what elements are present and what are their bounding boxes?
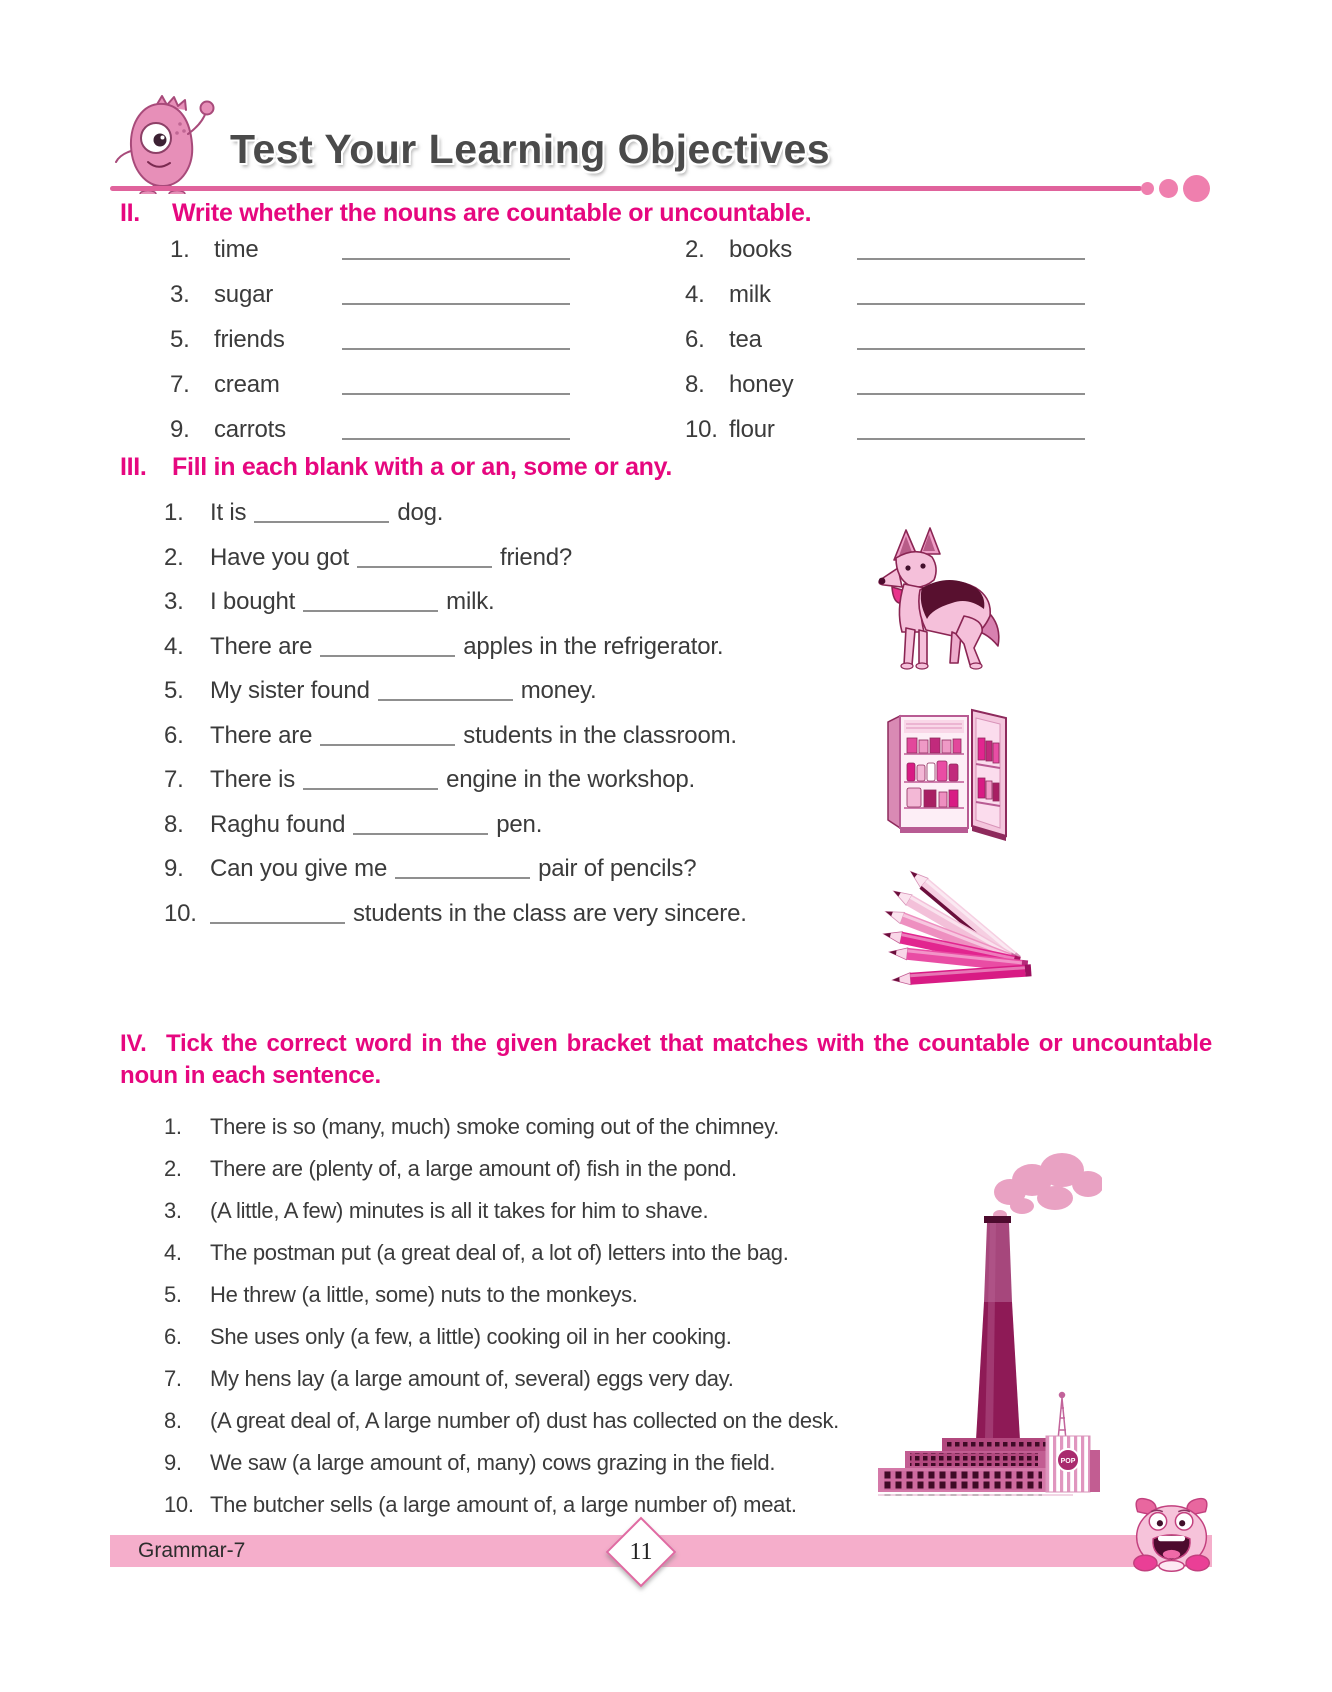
sentence-item — [156, 1112, 926, 1142]
sentence-text: (A little, A few) minutes is all it takes for him to shave. — [210, 1198, 709, 1223]
list-item — [671, 371, 1214, 416]
item-number: 2. — [685, 236, 705, 263]
answer-blank-line — [395, 877, 530, 879]
item-number: 3. — [164, 588, 184, 615]
sentence-after: pair of pencils? — [538, 855, 697, 882]
item-number: 6. — [164, 721, 184, 749]
sentence-text: There is so (many, much) smoke coming out of the chimney. — [210, 1114, 779, 1139]
sentence-item — [156, 1196, 926, 1226]
item-number: 9. — [170, 416, 190, 443]
sentence-item — [156, 899, 900, 929]
noun-word: honey — [729, 371, 794, 398]
section-number: IV. — [120, 1030, 147, 1057]
factory-badge-text: POP — [1060, 1458, 1076, 1465]
sentence-text: My hens lay (a large amount of, several) eggs very day. — [210, 1366, 734, 1391]
noun-word: flour — [729, 416, 775, 443]
answer-blank-line — [342, 393, 570, 395]
section-countable-uncountable — [120, 198, 1214, 461]
noun-word: time — [214, 236, 259, 263]
pink-monster-waving-icon — [103, 94, 225, 194]
sentence-after: students in the classroom. — [463, 721, 737, 749]
item-number: 8. — [685, 371, 705, 398]
sentence-item — [156, 1406, 926, 1436]
factory-chimney-smoke-illustration — [850, 1140, 1102, 1496]
item-number: 6. — [685, 326, 705, 353]
answer-blank-line — [303, 610, 438, 612]
item-number: 3. — [164, 1198, 182, 1223]
item-number: 10. — [164, 899, 197, 927]
answer-blank-line — [320, 744, 455, 746]
page-title: Test Your Learning Objectives — [230, 126, 831, 172]
section-heading — [120, 198, 1214, 228]
sentence-before: My sister found — [210, 677, 370, 704]
noun-word: tea — [729, 326, 762, 353]
item-number: 10. — [164, 1492, 194, 1517]
answer-blank-line — [342, 303, 570, 305]
sentence-list — [156, 1112, 926, 1520]
smoke-cloud — [993, 1153, 1102, 1220]
sentence-item — [156, 632, 900, 662]
item-number: 7. — [170, 371, 190, 398]
sentence-item — [156, 810, 900, 840]
sentence-before: There are — [210, 721, 313, 749]
list-item — [156, 371, 671, 416]
sentence-item — [156, 587, 900, 617]
sentence-item — [156, 676, 900, 706]
answer-blank-line — [857, 348, 1085, 350]
sentence-text: We saw (a large amount of, many) cows grazing in the field. — [210, 1450, 776, 1475]
sentence-text: He threw (a little, some) nuts to the monkeys. — [210, 1282, 638, 1307]
answer-blank-line — [857, 393, 1085, 395]
item-number: 4. — [685, 281, 705, 308]
german-shepherd-dog-illustration — [868, 524, 1020, 676]
sentence-item — [156, 765, 900, 795]
sentence-text: The postman put (a great deal of, a lot of) letters into the bag. — [210, 1240, 789, 1265]
sentence-list — [156, 498, 900, 929]
noun-word: sugar — [214, 281, 274, 308]
answer-blank-line — [254, 521, 389, 523]
fanned-pencils-illustration — [872, 853, 1057, 993]
antenna-tower — [1058, 1393, 1066, 1441]
open-refrigerator-illustration — [880, 708, 1018, 848]
noun-word: friends — [214, 326, 285, 353]
sentence-item — [156, 543, 900, 573]
section-heading-text: Write whether the nouns are countable or uncountable. — [172, 199, 812, 227]
item-number: 5. — [164, 677, 184, 704]
item-number: 1. — [170, 236, 190, 263]
sentence-item — [156, 721, 900, 751]
sentence-text: There are (plenty of, a large amount of) fish in the pond. — [210, 1156, 737, 1181]
noun-list — [156, 236, 1214, 461]
sentence-item — [156, 1322, 926, 1352]
section-number: II. — [120, 199, 140, 227]
answer-blank-line — [857, 303, 1085, 305]
answer-blank-line — [857, 438, 1085, 440]
list-item — [671, 326, 1214, 371]
item-number: 1. — [164, 499, 184, 526]
pink-bulldog-monster-crying-icon — [1126, 1492, 1218, 1572]
sentence-before: Have you got — [210, 543, 350, 571]
answer-blank-line — [303, 788, 438, 790]
sentence-text: The butcher sells (a large amount of, a large number of) meat. — [210, 1492, 797, 1517]
section-heading-text: Tick the correct word in the given bracket that matches with the countable or uncountable noun in each sentence. — [120, 1030, 1212, 1089]
noun-word: cream — [214, 371, 280, 398]
sentence-before: It is — [210, 499, 247, 526]
item-number: 5. — [164, 1282, 182, 1307]
sentence-after: students in the class are very sincere. — [353, 899, 747, 927]
sentence-after: apples in the refrigerator. — [463, 632, 724, 660]
answer-blank-line — [342, 258, 570, 260]
answer-blank-line — [320, 655, 455, 657]
section-heading-text: Fill in each blank with a or an, some or any. — [172, 453, 673, 481]
item-number: 3. — [170, 281, 190, 308]
list-item — [156, 236, 671, 281]
item-number: 2. — [164, 1156, 182, 1181]
sentence-after: pen. — [496, 810, 543, 838]
noun-word: milk — [729, 281, 771, 308]
item-number: 7. — [164, 1366, 182, 1391]
item-number: 9. — [164, 1450, 182, 1475]
item-number: 10. — [685, 416, 718, 443]
sentence-item — [156, 1238, 926, 1268]
item-number: 2. — [164, 543, 184, 571]
item-number: 7. — [164, 766, 184, 793]
item-number: 4. — [164, 632, 184, 660]
three-pink-dots-icon — [1159, 179, 1178, 198]
item-number: 1. — [164, 1114, 182, 1139]
sentence-after: engine in the workshop. — [446, 766, 696, 793]
sentence-before: Raghu found — [210, 810, 346, 838]
item-number: 5. — [170, 326, 190, 353]
answer-blank-line — [210, 922, 345, 924]
sentence-item — [156, 1154, 926, 1184]
noun-word: books — [729, 236, 793, 263]
answer-blank-line — [353, 833, 488, 835]
book-label: Grammar-7 — [138, 1539, 246, 1562]
list-item — [156, 326, 671, 371]
answer-blank-line — [857, 258, 1085, 260]
list-item — [156, 281, 671, 326]
answer-blank-line — [342, 438, 570, 440]
sentence-item — [156, 1490, 926, 1520]
three-pink-dots-icon — [1141, 182, 1154, 195]
section-heading — [120, 1028, 1212, 1092]
sentence-after: milk. — [446, 588, 495, 615]
header-divider-line — [110, 186, 1142, 191]
section-number: III. — [120, 453, 147, 481]
list-item — [671, 281, 1214, 326]
sentence-before: There are — [210, 632, 313, 660]
answer-blank-line — [342, 348, 570, 350]
sentence-item — [156, 854, 900, 884]
answer-blank-line — [378, 699, 513, 701]
sentence-item — [156, 1364, 926, 1394]
sentence-before: I bought — [210, 588, 296, 615]
item-number: 9. — [164, 855, 184, 882]
sentence-after: dog. — [397, 499, 444, 526]
sentence-text: (A great deal of, A large number of) dust has collected on the desk. — [210, 1408, 839, 1433]
sentence-text: She uses only (a few, a little) cooking oil in her cooking. — [210, 1324, 732, 1349]
item-number: 6. — [164, 1324, 182, 1349]
sentence-before: There is — [210, 766, 296, 793]
sentence-after: friend? — [500, 543, 573, 571]
sentence-before: Can you give me — [210, 855, 388, 882]
page-number: 11 — [629, 1539, 653, 1565]
item-number: 4. — [164, 1240, 182, 1265]
sentence-item — [156, 1448, 926, 1478]
sentence-after: money. — [520, 677, 597, 704]
answer-blank-line — [357, 566, 492, 568]
sentence-item — [156, 498, 900, 528]
list-item — [671, 236, 1214, 281]
section-heading — [120, 452, 900, 482]
sentence-item — [156, 1280, 926, 1310]
item-number: 8. — [164, 1408, 182, 1433]
noun-word: carrots — [214, 416, 286, 443]
section-fill-blanks — [120, 452, 900, 943]
item-number: 8. — [164, 810, 184, 838]
